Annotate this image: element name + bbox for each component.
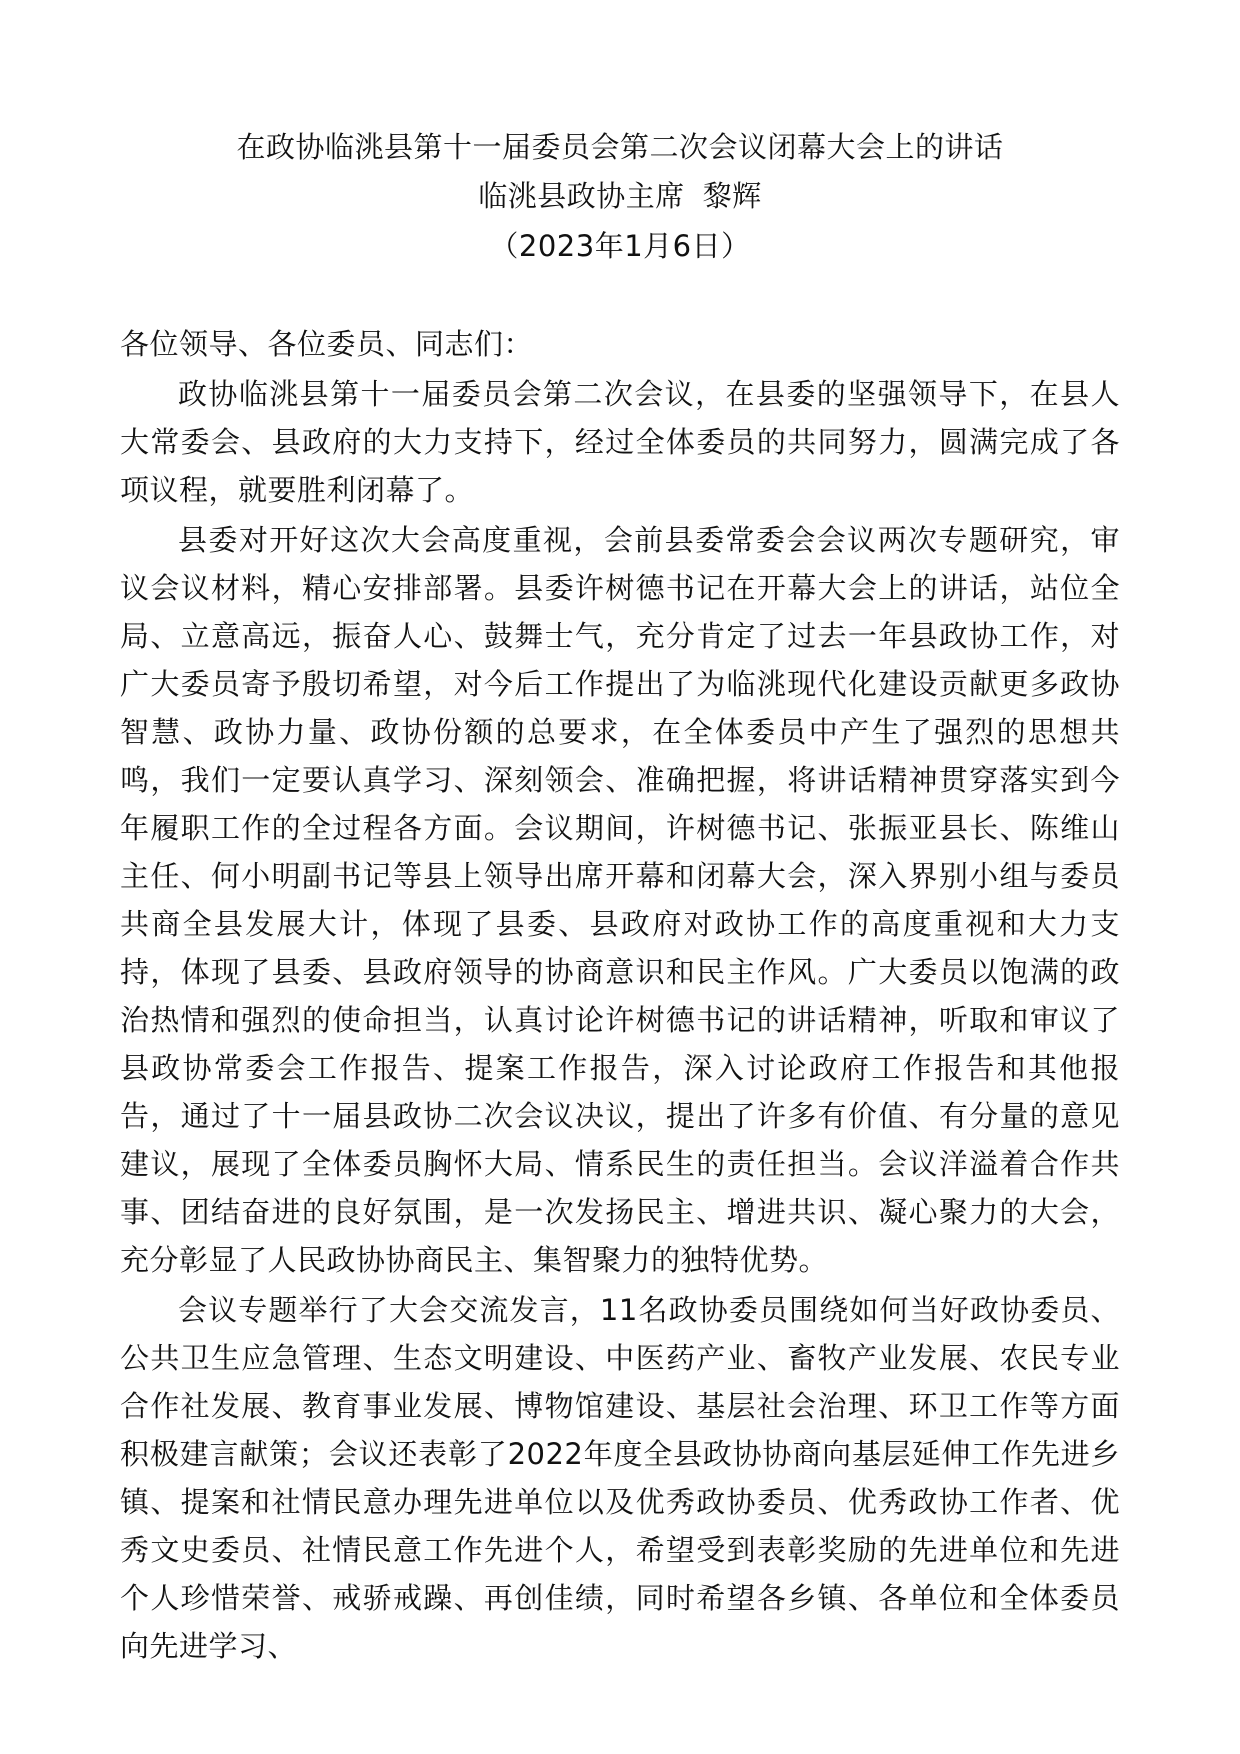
paragraph-2: 县委对开好这次大会高度重视，会前县委常委会会议两次专题研究，审议会议材料，精心安排部署。县委许树德书记在开幕大会上的讲话，站位全局、立意高远，振奋人心、鼓舞士气，充分肯定了过去一年县政协工作，对广大委员寄予殷切希望，对今后工作提出了为临洮现代化建设贡献更多政协智慧、政协力量、政协份额的总要求，在全体委员中产生了强烈的思想共鸣，我们一定要认真学习、深刻领会、准确把握，将讲话精神贯穿落实到今年履职工作的全过程各方面。会议期间，许树德书记、张振亚县长、陈维山主任、何小明副书记等县上领导出席开幕和闭幕大会，深入界别小组与委员共商全县发展大计，体现了县委、县政府对政协工作的高度重视和大力支持，体现了县委、县政府领导的协商意识和民主作风。广大委员以饱满的政治热情和强烈的使命担当，认真讨论许树德书记的讲话精神，听取和审议了县政协常委会工作报告、提案工作报告，深入讨论政府工作报告和其他报告，通过了十一届县政协二次会议决议，提出了许多有价值、有分量的意见建议，展现了全体委员胸怀大局、情系民生的责任担当。会议洋溢着合作共事、团结奋进的良好氛围，是一次发扬民主、增进共识、凝心聚力的大会，充分彰显了人民政协协商民主、集智聚力的独特优势。 xyxy=(120,523,1120,1277)
speaker-line xyxy=(0,176,1240,216)
document-title: 在政协临洮县第十一届委员会第二次会议闭幕大会上的讲话 xyxy=(236,130,1004,164)
speaker-role: 临洮县政协主席 xyxy=(478,179,685,213)
salutation: 各位领导、各位委员、同志们： xyxy=(120,327,534,361)
paragraph-3: 会议专题举行了大会交流发言，11名政协委员围绕如何当好政协委员、公共卫生应急管理、生态文明建设、中医药产业、畜牧产业发展、农民专业合作社发展、教育事业发展、博物馆建设、基层社会治理、环卫工作等方面积极建言献策；会议还表彰了2022年度全县政协协商向基层延伸工作先进乡镇、提案和社情民意办理先进单位以及优秀政协委员、优秀政协工作者、优秀文史委员、社情民意工作先进个人，希望受到表彰奖励的先进单位和先进个人珍惜荣誉、戒骄戒躁、再创佳绩，同时希望各乡镇、各单位和全体委员向先进学习、 xyxy=(120,1293,1120,1663)
speaker-name: 黎辉 xyxy=(702,179,762,213)
paragraph-1: 政协临洮县第十一届委员会第二次会议，在县委的坚强领导下，在县人大常委会、县政府的大力支持下，经过全体委员的共同努力，圆满完成了各项议程，就要胜利闭幕了。 xyxy=(120,377,1120,507)
speech-date: （2023年1月6日） xyxy=(489,229,751,263)
document-body xyxy=(120,320,1120,1672)
